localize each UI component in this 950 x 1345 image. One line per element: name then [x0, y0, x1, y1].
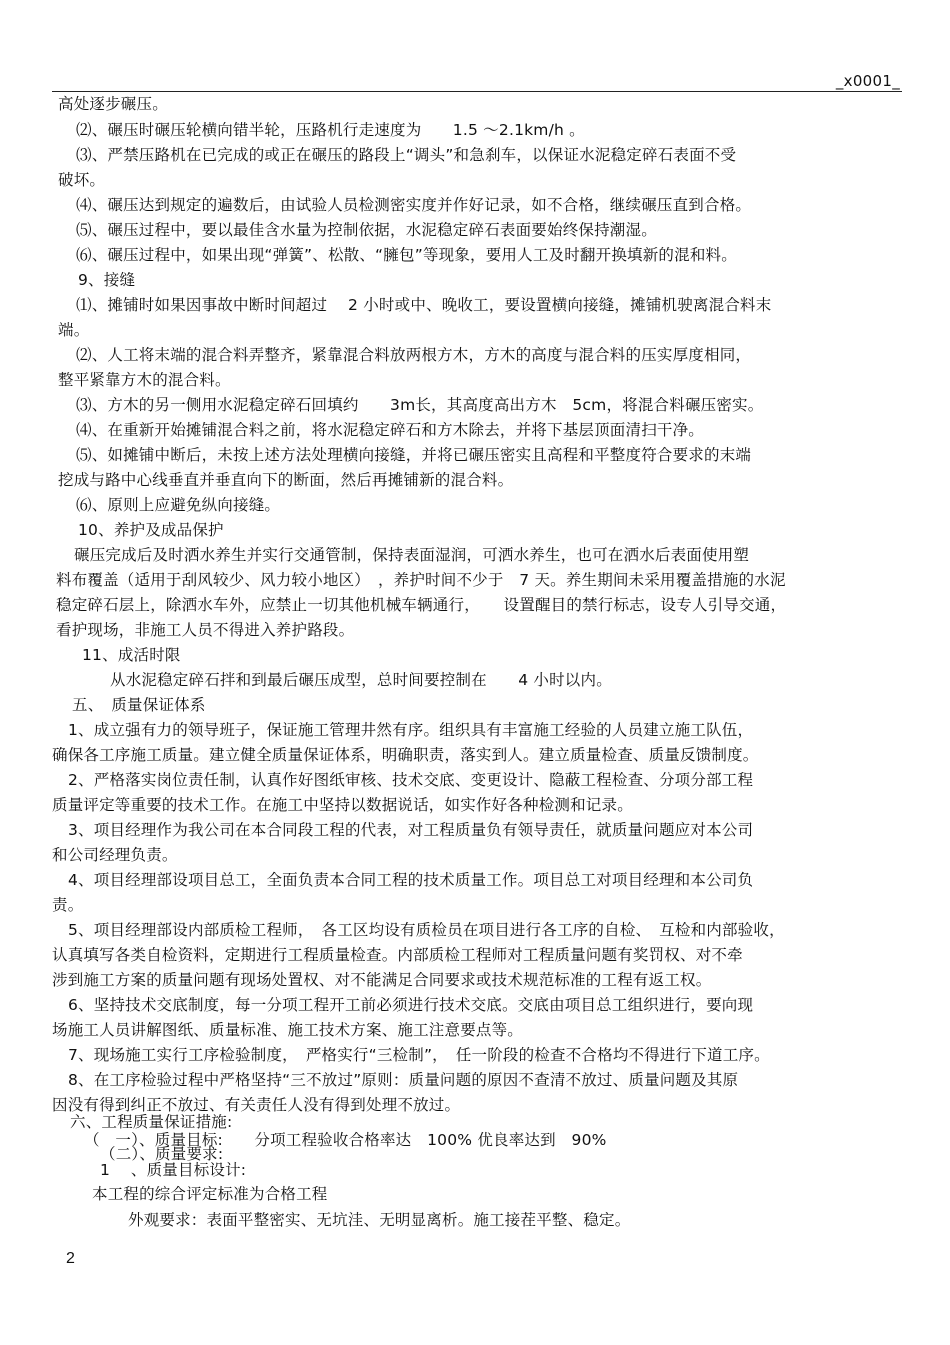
- chapter-heading: 六、工程质量保证措施:: [70, 1113, 233, 1131]
- text-line: ⑵、人工将末端的混合料弄整齐，紧靠混合料放两根方木，方木的高度与混合料的压实厚度相同，: [76, 346, 752, 364]
- text-line: 稳定碎石层上，除洒水车外，应禁止一切其他机械车辆通行， 设置醒目的禁行标志，设专人引导交通，: [56, 596, 787, 614]
- text-line: ⑹、原则上应避免纵向接缝。: [76, 496, 281, 514]
- text-line: ⑴、摊铺时如果因事故中断时间超过 2 小时或中、晚收工，要设置横向接缝，摊铺机驶离混合料末: [76, 296, 772, 314]
- text-line: 确保各工序施工质量。建立健全质量保证体系，明确职责，落实到人。建立质量检查、质量反馈制度。: [52, 746, 759, 764]
- chapter-heading: 五、 质量保证体系: [72, 696, 206, 714]
- text-line: 1、成立强有力的领导班子，保证施工管理井然有序。组织具有丰富施工经验的人员建立施工队伍，: [68, 721, 754, 739]
- text-line: 高处逐步碾压。: [58, 95, 168, 113]
- text-line: 4、项目经理部设项目总工，全面负责本合同工程的技术质量工作。项目总工对项目经理和本公司负: [68, 871, 754, 889]
- header-rule: [52, 91, 902, 92]
- text-line: 从水泥稳定碎石拌和到最后碾压成型，总时间要控制在 4 小时以内。: [110, 671, 612, 689]
- text-line: 2、严格落实岗位责任制，认真作好图纸审核、技术交底、变更设计、隐蔽工程检查、分项分部工程: [68, 771, 754, 789]
- section-heading: 10、养护及成品保护: [78, 521, 224, 539]
- text-line: 挖成与路中心线垂直并垂直向下的断面，然后再摊铺新的混合料。: [58, 471, 514, 489]
- text-line: 认真填写各类自检资料，定期进行工程质量检查。内部质检工程师对工程质量问题有奖罚权、对不牵: [52, 946, 743, 964]
- text-line: 6、坚持技术交底制度，每一分项工程开工前必须进行技术交底。交底由项目总工组织进行，要向现: [68, 996, 754, 1014]
- text-line: 和公司经理负责。: [52, 846, 178, 864]
- text-line: 3、项目经理作为我公司在本合同段工程的代表，对工程质量负有领导责任，就质量问题应对本公司: [68, 821, 754, 839]
- section-heading: 11、成活时限: [82, 646, 181, 664]
- text-line: 7、现场施工实行工序检验制度， 严格实行“三检制”， 任一阶段的检查不合格均不得进行下道工序。: [68, 1046, 770, 1064]
- section-heading: 9、接缝: [78, 271, 136, 289]
- text-line: ⑸、碾压过程中，要以最佳含水量为控制依据，水泥稳定碎石表面要始终保持潮湿。: [76, 221, 657, 239]
- text-line: 端。: [58, 321, 90, 339]
- text-line: （二）、质量要求:: [100, 1145, 224, 1163]
- page-number: 2: [66, 1250, 75, 1267]
- text-line: ⑷、碾压达到规定的遍数后，由试验人员检测密实度并作好记录，如不合格，继续碾压直到合格。: [76, 196, 752, 214]
- text-line: 质量评定等重要的技术工作。在施工中坚持以数据说话，如实作好各种检测和记录。: [52, 796, 633, 814]
- text-line: 8、在工序检验过程中严格坚持“三不放过”原则：质量问题的原因不查清不放过、质量问题及其原: [68, 1071, 739, 1089]
- header-code: _x0001_: [835, 72, 900, 90]
- text-line: 5、项目经理部设内部质检工程师， 各工区均设有质检员在项目进行各工序的自检、 互检和内部验收，: [68, 921, 785, 939]
- text-line: 外观要求：表面平整密实、无坑洼、无明显离析。施工接茬平整、稳定。: [128, 1211, 631, 1229]
- text-line: 涉到施工方案的质量问题有现场处置权、对不能满足合同要求或技术规范标准的工程有返工权。: [52, 971, 712, 989]
- text-line: 责。: [52, 896, 84, 914]
- text-line: ⑸、如摊铺中断后，未按上述方法处理横向接缝，并将已碾压密实且高程和平整度符合要求的末端: [76, 446, 752, 464]
- text-line: ⑶、方木的另一侧用水泥稳定碎石回填约 3m长，其高度高出方木 5cm，将混合料碾压密实。: [76, 396, 764, 414]
- text-line: 因没有得到纠正不放过、有关责任人没有得到处理不放过。: [52, 1096, 461, 1114]
- text-line: （ 一）、质量目标: 分项工程验收合格率达 100% 优良率达到 90%: [84, 1131, 607, 1149]
- text-line: ⑹、碾压过程中，如果出现“弹簧”、松散、“臃包”等现象，要用人工及时翻开换填新的混和料。: [76, 246, 737, 264]
- text-line: 破坏。: [58, 171, 106, 189]
- text-line: 料布覆盖（适用于刮风较少、风力较小地区） ，养护时间不少于 7 天。养生期间未采用覆盖措施的水泥: [56, 571, 786, 589]
- text-line: 1 、质量目标设计:: [100, 1161, 247, 1179]
- text-line: 场施工人员讲解图纸、质量标准、施工技术方案、施工注意要点等。: [52, 1021, 524, 1039]
- text-line: ⑵、碾压时碾压轮横向错半轮，压路机行走速度为 1.5 ～2.1km/h 。: [76, 121, 585, 139]
- text-line: ⑶、严禁压路机在已完成的或正在碾压的路段上“调头”和急刹车，以保证水泥稳定碎石表面不受: [76, 146, 737, 164]
- text-line: ⑷、在重新开始摊铺混合料之前，将水泥稳定碎石和方木除去，并将下基层顶面清扫干净。: [76, 421, 705, 439]
- text-line: 碾压完成后及时洒水养生并实行交通管制，保持表面湿润，可洒水养生，也可在洒水后表面使用塑: [74, 546, 750, 564]
- text-line: 看护现场，非施工人员不得进入养护路段。: [56, 621, 355, 639]
- text-line: 整平紧靠方木的混合料。: [58, 371, 231, 389]
- text-line: 本工程的综合评定标准为合格工程: [92, 1185, 328, 1203]
